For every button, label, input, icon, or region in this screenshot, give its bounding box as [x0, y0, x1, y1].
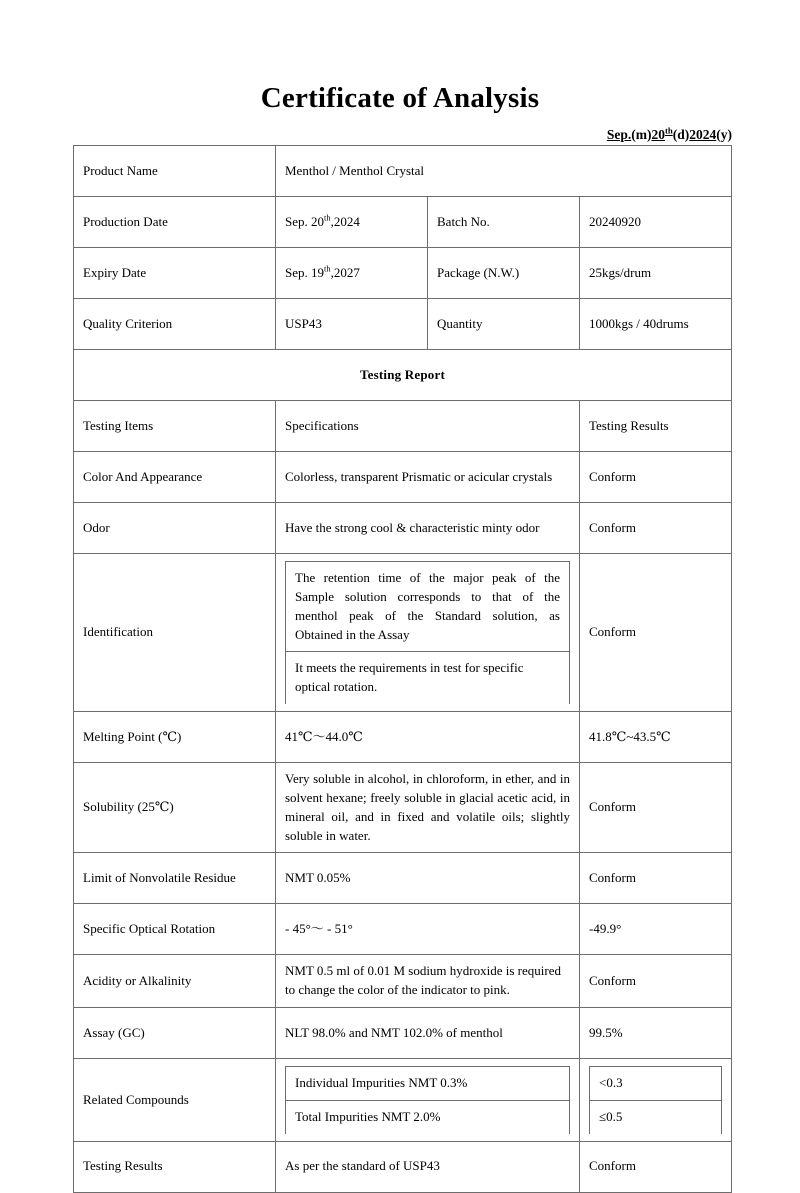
- header-date-month: Sep.: [606, 127, 632, 142]
- identification-spec-2: It meets the requirements in test for specific optical rotation.: [286, 652, 570, 704]
- testing-item-label: Acidity or Alkalinity: [74, 955, 276, 1008]
- testing-item-label: Specific Optical Rotation: [74, 904, 276, 955]
- product-name-label: Product Name: [74, 146, 276, 197]
- page-title: Certificate of Analysis: [260, 82, 540, 114]
- header-date-year: 2024: [689, 127, 717, 142]
- table-row-production-date: [74, 197, 732, 248]
- coa-table: [73, 145, 732, 1193]
- testing-item-spec: As per the standard of USP43: [276, 1141, 580, 1192]
- table-row: [74, 452, 732, 503]
- expiry-date-suffix: ,2027: [330, 264, 360, 280]
- related-compounds-subrow-2: [286, 1100, 570, 1133]
- table-row-testing-report-banner: [74, 350, 732, 401]
- table-row: [74, 503, 732, 554]
- header-date-day: 20: [651, 127, 665, 142]
- column-header-item: Testing Items: [74, 401, 276, 452]
- quantity-value: 1000kgs / 40drums: [580, 299, 732, 350]
- testing-item-result: 99.5%: [580, 1008, 732, 1059]
- testing-item-label: Related Compounds: [74, 1059, 276, 1142]
- testing-item-result: Conform: [580, 554, 732, 712]
- related-compounds-spec-2: Total Impurities NMT 2.0%: [286, 1100, 570, 1133]
- identification-subrow-2: [286, 652, 570, 704]
- testing-item-label: Melting Point (℃): [74, 712, 276, 763]
- testing-item-result: Conform: [580, 763, 732, 853]
- related-compounds-result-subrow-1: [590, 1067, 722, 1101]
- testing-item-label: Color And Appearance: [74, 452, 276, 503]
- related-compounds-subrow-1: [286, 1067, 570, 1101]
- related-compounds-result-subtable: [589, 1066, 722, 1134]
- table-row-column-headers: [74, 401, 732, 452]
- header-date-day-ordinal: th: [664, 125, 673, 136]
- testing-item-label: Testing Results: [74, 1141, 276, 1192]
- column-header-result: Testing Results: [580, 401, 732, 452]
- testing-item-result: 41.8℃~43.5℃: [580, 712, 732, 763]
- testing-item-result: Conform: [580, 503, 732, 554]
- expiry-date-ordinal: th: [324, 263, 331, 274]
- table-row-identification: [74, 554, 732, 712]
- testing-item-result: Conform: [580, 1141, 732, 1192]
- related-compounds-spec-group: [276, 1059, 580, 1142]
- package-value: 25kgs/drum: [580, 248, 732, 299]
- testing-item-label: Solubility (25℃): [74, 763, 276, 853]
- table-row-quality-criterion: [74, 299, 732, 350]
- batch-no-label: Batch No.: [428, 197, 580, 248]
- testing-item-spec: 41℃～44.0℃: [276, 712, 580, 763]
- expiry-date-label: Expiry Date: [74, 248, 276, 299]
- production-date-value: [276, 197, 428, 248]
- production-date-ordinal: th: [324, 212, 331, 223]
- identification-subrow-1: [286, 562, 570, 652]
- testing-item-spec: NLT 98.0% and NMT 102.0% of menthol: [276, 1008, 580, 1059]
- table-row: [74, 763, 732, 853]
- package-label: Package (N.W.): [428, 248, 580, 299]
- production-date-suffix: ,2024: [330, 213, 360, 229]
- header-date-year-suffix: (y): [716, 127, 732, 142]
- table-row: [74, 904, 732, 955]
- testing-item-result: Conform: [580, 853, 732, 904]
- identification-spec-1: The retention time of the major peak of the Sample solution corresponds to that of the menthol peak of the Standard solution, as Obtained in the Assay: [286, 562, 570, 652]
- testing-item-result: -49.9°: [580, 904, 732, 955]
- quantity-label: Quantity: [428, 299, 580, 350]
- testing-item-spec: Have the strong cool & characteristic minty odor: [276, 503, 580, 554]
- testing-item-label: Limit of Nonvolatile Residue: [74, 853, 276, 904]
- testing-item-spec: Very soluble in alcohol, in chloroform, in ether, and in solvent hexane; freely soluble in glacial acetic acid, in mineral oil, and in fixed and volatile oils; slightly soluble in water.: [276, 763, 580, 853]
- testing-item-label: Assay (GC): [74, 1008, 276, 1059]
- related-compounds-result-subrow-2: [590, 1100, 722, 1133]
- table-row: [74, 853, 732, 904]
- related-compounds-result-1: <0.3: [590, 1067, 722, 1101]
- expiry-date-value: [276, 248, 428, 299]
- testing-item-label: Odor: [74, 503, 276, 554]
- related-compounds-result-2: ≤0.5: [590, 1100, 722, 1133]
- quality-criterion-label: Quality Criterion: [74, 299, 276, 350]
- testing-item-spec: NMT 0.5 ml of 0.01 M sodium hydroxide is required to change the color of the indicator to pink.: [276, 955, 580, 1008]
- testing-item-spec: NMT 0.05%: [276, 853, 580, 904]
- production-date-prefix: Sep. 20: [285, 213, 324, 229]
- related-compounds-spec-1: Individual Impurities NMT 0.3%: [286, 1067, 570, 1101]
- table-row-related-compounds: [74, 1059, 732, 1142]
- batch-no-value: 20240920: [580, 197, 732, 248]
- header-date-month-suffix: (m): [631, 127, 652, 142]
- testing-item-result: Conform: [580, 955, 732, 1008]
- production-date-label: Production Date: [74, 197, 276, 248]
- table-row: [74, 1008, 732, 1059]
- testing-item-label: Identification: [74, 554, 276, 712]
- quality-criterion-value: USP43: [276, 299, 428, 350]
- identification-spec-subtable: [285, 561, 570, 704]
- testing-item-spec: Colorless, transparent Prismatic or acicular crystals: [276, 452, 580, 503]
- column-header-spec: Specifications: [276, 401, 580, 452]
- product-name-value: Menthol / Menthol Crystal: [276, 146, 732, 197]
- testing-item-result: Conform: [580, 452, 732, 503]
- table-row-product-name: [74, 146, 732, 197]
- testing-report-banner: Testing Report: [74, 350, 732, 401]
- header-date: [607, 127, 732, 143]
- header-date-day-suffix: (d): [672, 127, 690, 142]
- related-compounds-spec-subtable: [285, 1066, 570, 1134]
- table-row: [74, 712, 732, 763]
- table-row-expiry-date: [74, 248, 732, 299]
- expiry-date-prefix: Sep. 19: [285, 264, 324, 280]
- related-compounds-result-group: [580, 1059, 732, 1142]
- table-row: [74, 1141, 732, 1192]
- identification-spec-group: [276, 554, 580, 712]
- testing-item-spec: - 45°～ - 51°: [276, 904, 580, 955]
